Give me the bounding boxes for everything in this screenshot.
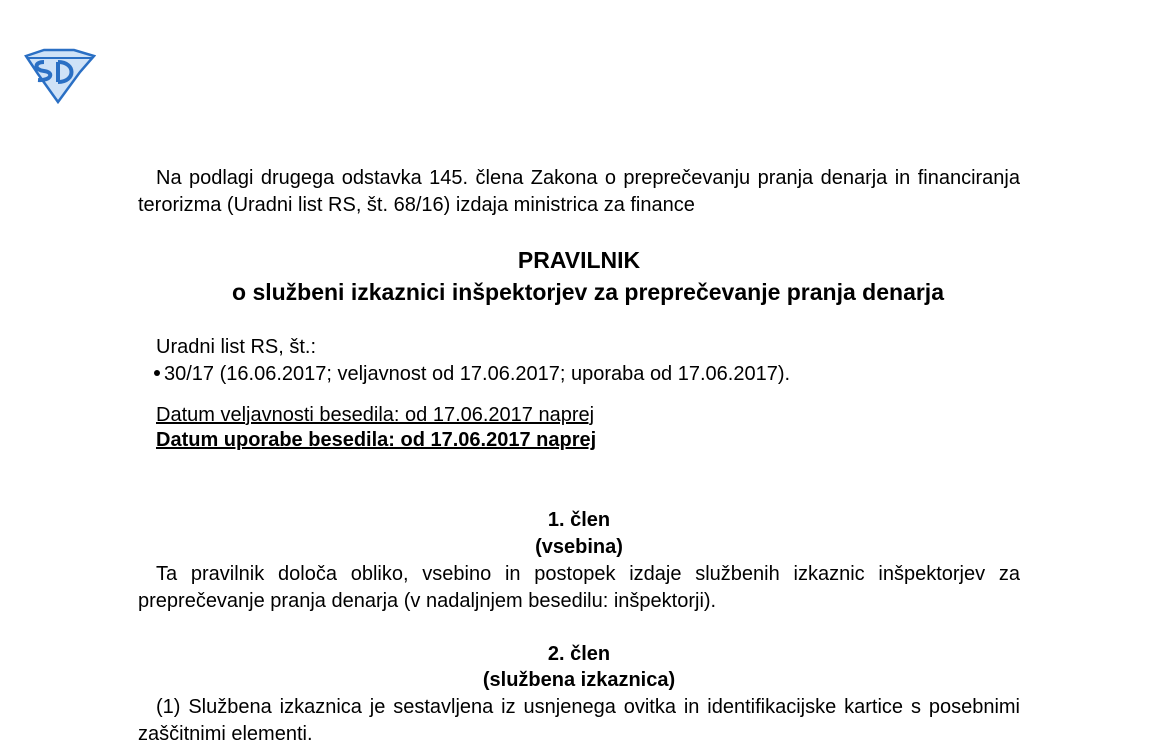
document-title: PRAVILNIK: [517, 247, 641, 273]
article-2-heading: (službena izkaznica): [482, 669, 676, 691]
document-subtitle: o službeni izkaznici inšpektorjev za preprečevanje pranja denarja: [232, 279, 944, 305]
preamble: Na podlagi drugega odstavka 145. člena Zakona o preprečevanju pranja denarja in financiranja terorizma (Uradni list RS, št. 68/16) izdaja ministrica za finance: [138, 167, 1020, 216]
gazette-entry-text: 30/17 (16.06.2017; veljavnost od 17.06.2017; uporaba od 17.06.2017).: [164, 363, 791, 385]
article-1-number: 1. člen: [547, 509, 611, 531]
gazette-label: Uradni list RS, št.:: [156, 336, 317, 358]
application-date: Datum uporabe besedila: od 17.06.2017 naprej: [156, 429, 597, 451]
article-2-number: 2. člen: [547, 643, 611, 665]
validity-date: Datum veljavnosti besedila: od 17.06.2017 naprej: [156, 404, 595, 426]
gazette-entry: [138, 361, 1020, 388]
article-1-text: Ta pravilnik določa obliko, vsebino in postopek izdaje službenih izkaznic inšpektorjev za preprečevanje pranja denarja (v nadaljnjem besedilu: inšpektorji).: [138, 563, 1020, 612]
bullet-icon: [154, 370, 160, 376]
article-1-heading: (vsebina): [535, 536, 623, 558]
article-2-text: (1) Službena izkaznica je sestavljena iz usnjenega ovitka in identifikacijske kartice s posebnimi zaščitnimi elementi.: [138, 696, 1020, 745]
shield-sd-logo-icon: [22, 48, 96, 104]
